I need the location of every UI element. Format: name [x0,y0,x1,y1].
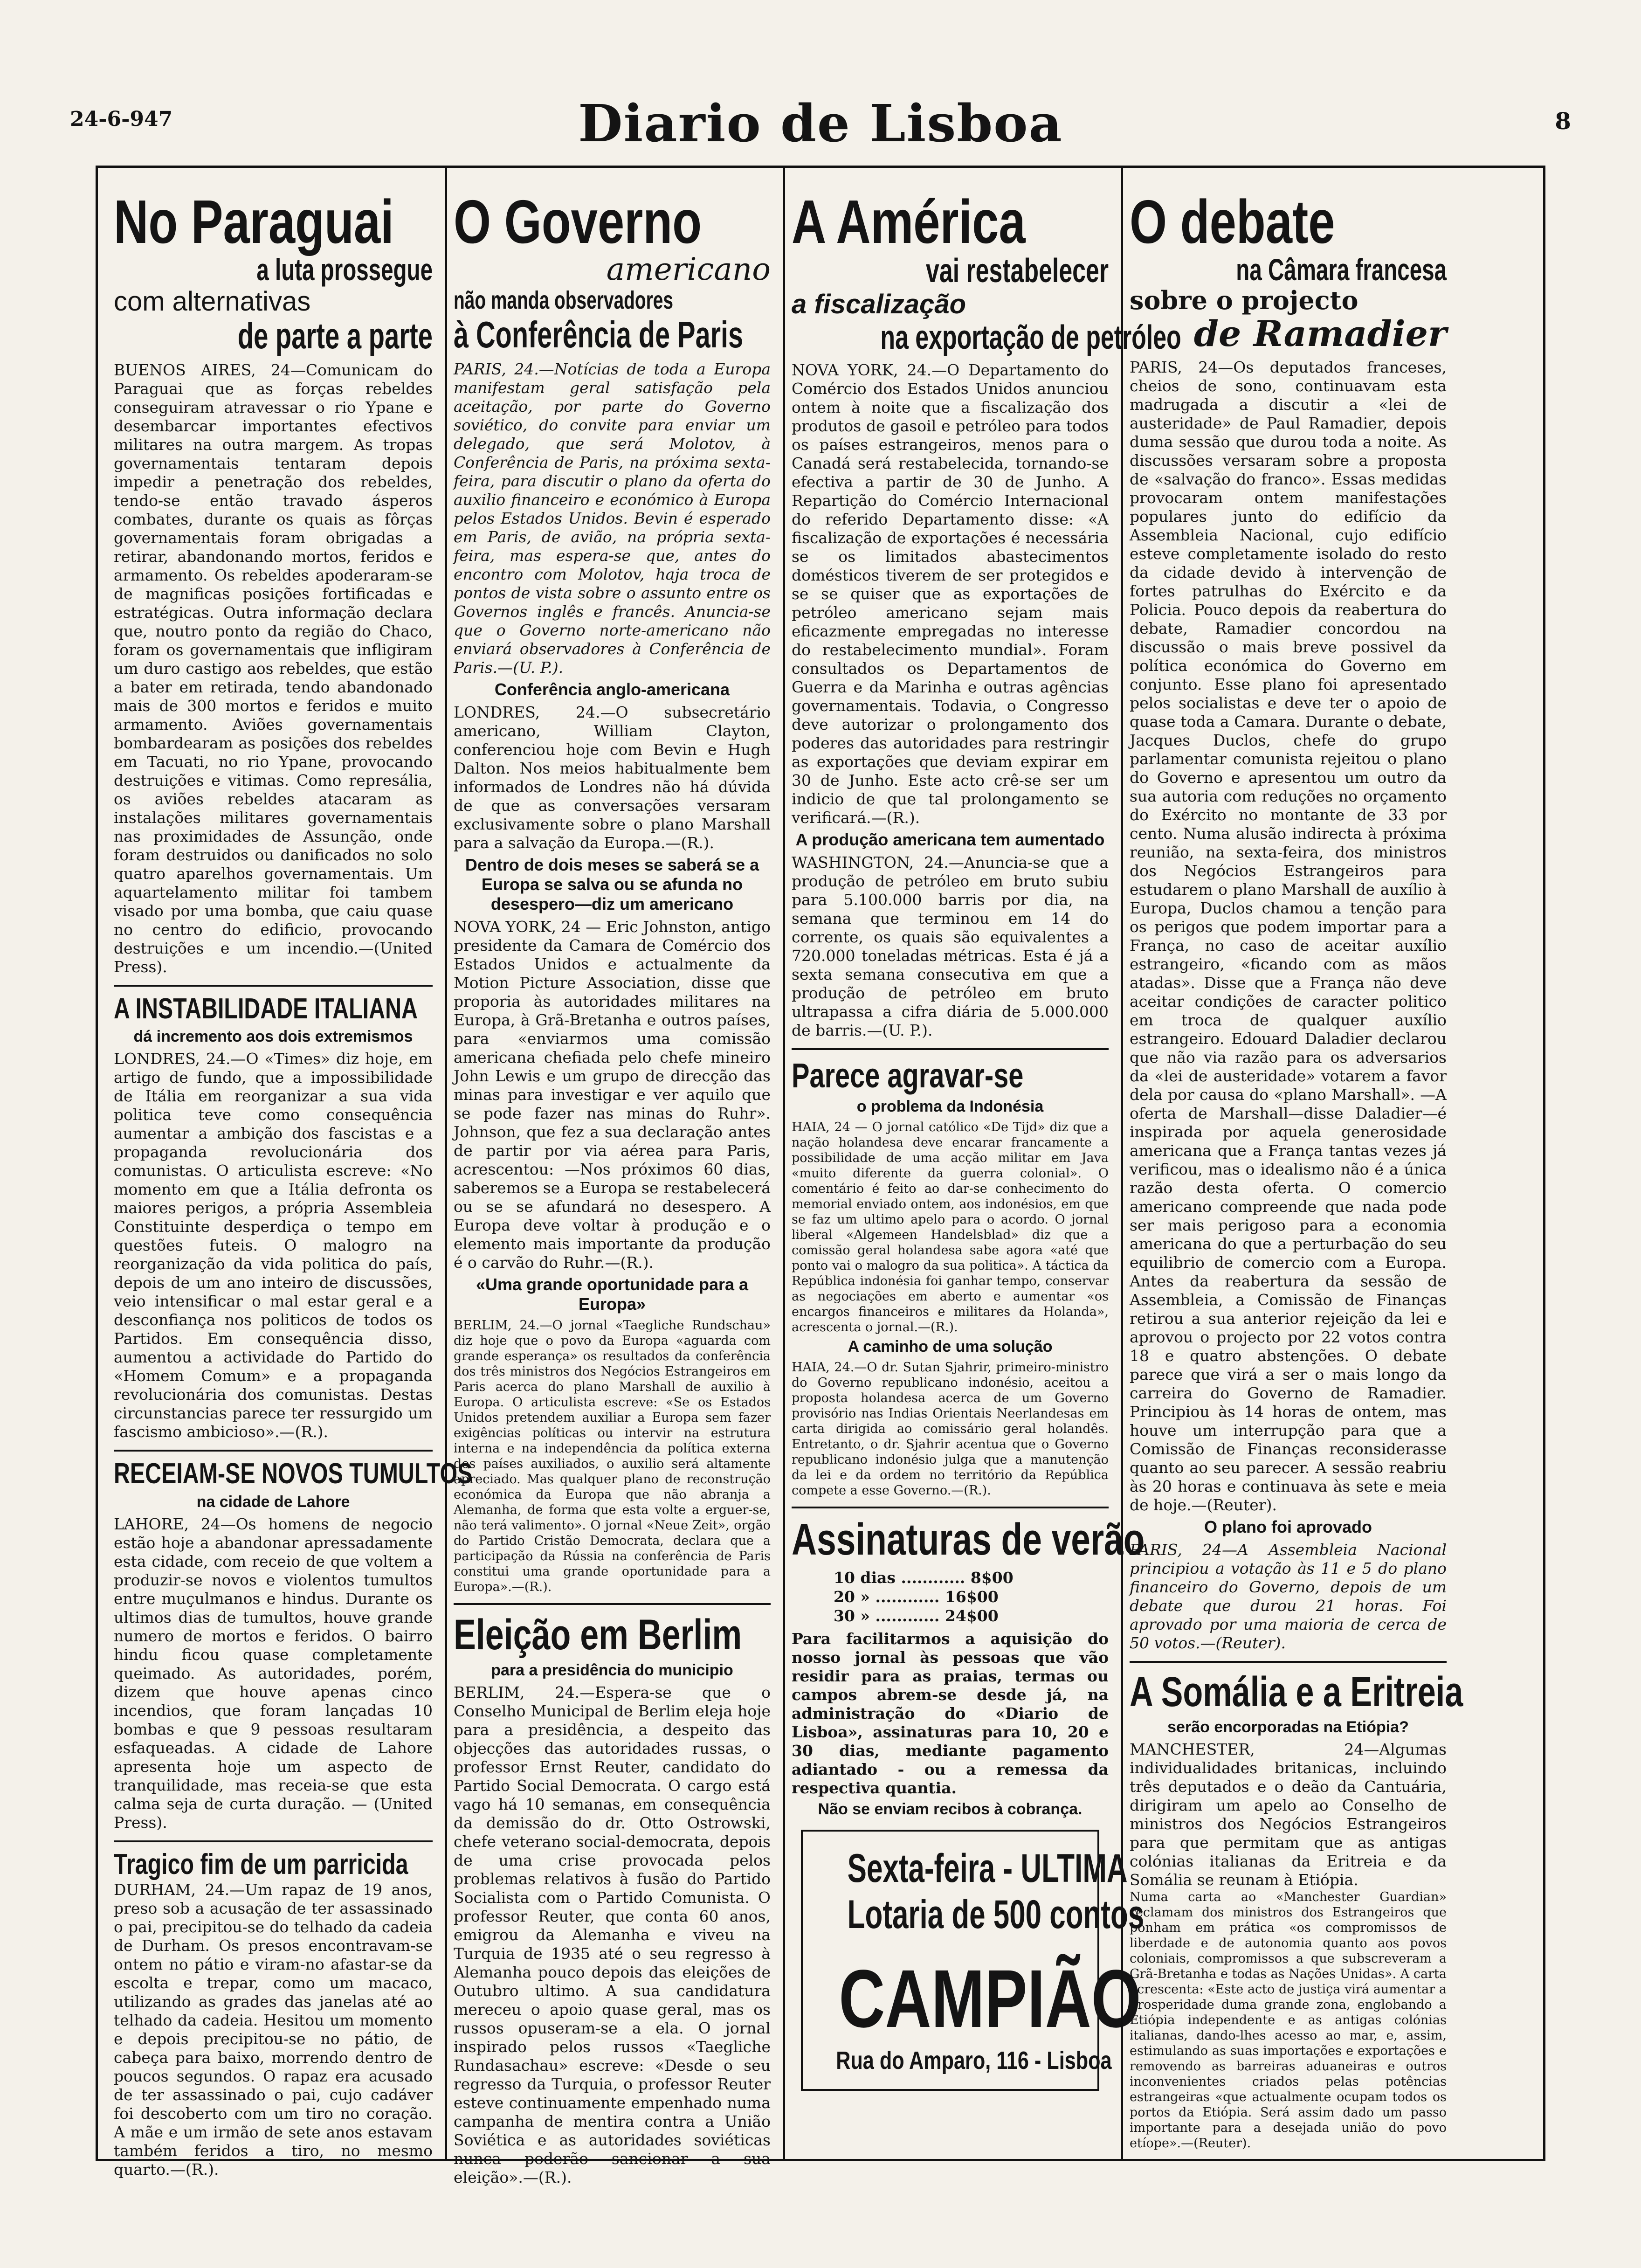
issue-date: 24-6-947 [70,107,173,131]
article-text: PARIS, 24—Os deputados franceses, cheios de sono, continuavam esta madrugada a discutir a «lei de austeridade» de Paul Ramadier, depois duma sessão que durou toda a noite. As discussões versaram sobre a proposta de «salvação do franco». Essas medidas provocaram ontem manifestações populares junto do edifício da Assembleia Nacional, cujo edifício esteve completamente isolado do resto da cidade devido à intervenção de fortes patrulhas do Exército e da Policia. Pouco depois da reabertura do debate, Ramadier concordou na discussão o mais breve possivel da política económica do Governo em conjunto. Esse plano foi apresentado pelos socialistas e deve ter o apoio de quase toda a Camara. Durante o debate, Jacques Duclos, chefe do grupo parlamentar comunista rejeitou o plano do Governo e apresentou um outro da sua autoria com reduções no orçamento do Exército no montante de 33 por cento. Numa alusão indirecta à próxima reunião, na sexta-feira, dos ministros dos Negócios Estrangeiros para estudarem o plano Marshall de auxílio à Europa, Duclos chamou a tenção para os perigos que podem importar para a França, no caso de aceitar auxílio estrangeiro, «ficando com as mãos atadas». Disse que a França não deve aceitar condições de caracter politico em troca de qualquer auxílio estrangeiro. Edouard Daladier declarou que não via razão para os adversarios da «lei de austeridade» votarem a favor dela por causa do «plano Marshall». —A oferta de Marshall—disse Daladier—é inspirada por aquela generosidade americana que a França tantas vezes já verificou, mas o idealismo não é a única razão desta oferta. O comercio americano compreende que nada pode ser mais perigoso para a economia americana do que a perturbação do seu equilibrio de comercio com a Europa. Antes da reabertura da sessão de Assembleia, a Comissão de Finanças retirou a sua anterior rejeição da lei e aprovou o projecto por 22 votos contra 18 e quatro abstenções. O debate parece que virá a ser o mais longo da carreira do Governo de Ramadier. Principiou às 14 horas de ontem, mas houve um interrupção para que a Comissão de Finanças reconsiderasse quanto ao seu parecer. A sessão reabriu às 20 horas e continuava às sete e meia de hoje.—(Reuter). [1130,358,1447,1514]
subhead: de parte a parte [237,315,433,357]
deck: serão encorporadas na Etiópia? [1167,1718,1409,1736]
headline-america: A América [792,187,1026,256]
subhead: sobre o projecto [1130,285,1358,315]
subhead: a fiscalização [792,289,966,320]
section-heading: A produção americana tem aumentado [795,830,1105,850]
headline-debate: O debate [1130,187,1335,256]
article-text: BERLIM, 24.—Espera-se que o Conselho Municipal de Berlim eleja hoje para a presidência, a despeito das objecções das autoridades russas, o professor Ernst Reuter, candidato do Partido Social Democrata. O cargo está vago há 10 semanas, em consequência da demissão do dr. Otto Ostrowski, chefe veterano social-democrata, depois de uma crise provocada pelos problemas relativos à fusão do Partido Socialista com o Partido Comunista. O professor Reuter, que conta 60 anos, emigrou da Alemanha e viveu na Turquia de 1935 até o seu regresso à Alemanha pouco depois das eleições de Outubro ultimo. A sua candidatura mereceu o apoio quase geral, mas os russos opuseram-se a ela. O jornal inspirado pelos russos «Taegliche Rundasachau» escreve: «Desde o seu regresso da Turquia, o professor Reuter esteve continuamente empenhado numa campanha de mentira contra a União Soviética e as autoridades soviéticas nunca poderão sancionar a sua eleição».—(R.). [454,1683,771,2187]
subhead: na Câmara francesa [1236,252,1447,287]
ad-line: Sexta-feira - ULTIMA [847,1846,1128,1891]
subhead: na exportação de petróleo [880,318,1181,356]
lottery-ad [801,1830,1145,2091]
headline-governo: O Governo [454,187,702,256]
column-4 [1121,168,1463,2159]
article-text: HAIA, 24.—O dr. Sutan Sjahrir, primeiro-ministro do Governo republicano indonésio, aceitou a proposta holandesa acerca de um Governo provisório nas Indias Orientais Neerlandesas em carta dirigida ao comissário geral holandês. Entretanto, o dr. Sjahrir acentua que o Governo republicano indonésio julga que a manutenção da lei e da ordem no território da República compete a esse Governo.—(R.). [792,1360,1109,1498]
headline-indonesia: Parece agravar-se [792,1056,1024,1095]
article-text: NOVA YORK, 24 — Eric Johnston, antigo presidente da Camara de Comércio dos Estados Unidos e actualmente da Motion Picture Association, disse que proporia às autoridades militares na Europa, à Grã-Bretanha e outros países, para «enviarmos uma comissão americana chefiada pelo chefe mineiro John Lewis e um grupo de direcção das minas para investigar e ver aquilo que se pode fazer nas minas do Ruhr». Johnson, que fez a sua declaração antes de partir por via aérea para Paris, acrescentou: —Nos próximos 60 dias, saberemos se a Europa se restabelecerá ou se se afundará no desespero. A Europa deve voltar à produção e o elemento mais importante da produção é o carvão do Ruhr.—(R.). [454,917,771,1272]
section-heading: «Uma grande oportunidade para a Europa» [476,1274,749,1314]
divider [114,1840,433,1842]
ad-line: Lotaria de 500 contos [847,1892,1145,1937]
deck: o problema da Indonésia [856,1097,1044,1115]
headline-parricida: Tragico fim de um parricida [114,1848,408,1881]
divider [792,1048,1109,1050]
headline-assinaturas: Assinaturas de verão [792,1514,1145,1564]
divider [114,985,433,987]
deck: na cidade de Lahore [196,1493,350,1511]
divider [114,1450,433,1452]
divider [454,1603,771,1605]
divider [1130,1661,1447,1663]
rate-row: 20 » ............ 16$00 [834,1588,999,1606]
article-text: PARIS, 24.—Notícias de toda a Europa manifestam geral satisfação pela aceitação, por parte do Governo soviético, do convite para enviar um delegado, que será Molotov, à Conferência de Paris, na próxima sexta-feira, para discutir o plano da oferta do auxilio financeiro e económico à Europa pelos Estados Unidos. Bevin é esperado em Paris, de avião, na própria sexta-feira, mas espera-se que, antes do encontro com Molotov, haja troca de pontos de vista sobre o assunto entre os Governos inglês e francês. Anuncia-se que o Governo norte-americano não enviará observadores à Conferência de Paris.—(U. P.). [454,360,771,677]
ad-address: Rua do Amparo, 116 - Lisboa [836,2047,1112,2075]
subhead: a luta prossegue [256,252,433,287]
deck: para a presidência do municipio [491,1661,733,1680]
headline-berlim: Eleição em Berlim [454,1611,742,1659]
column-1 [107,168,473,2178]
headline-italia: A INSTABILIDADE ITALIANA [114,993,418,1025]
page-number: 8 [1555,107,1571,135]
masthead [70,56,1571,163]
article-text: Para facilitarmos a aquisição do nosso jornal às pessoas que vão residir para as praias, termas ou campos abrem-se desde já, na administração do «Diario de Lisboa», assinaturas para 10, 20 e 30 dias, mediante pagamento adiantado - ou a remessa da respectiva quantia. [792,1630,1109,1798]
rate-row: 30 » ............ 24$00 [834,1607,999,1625]
headline-somalia: A Somália e a Eritreia [1130,1668,1463,1715]
article-text: LONDRES, 24.—O «Times» diz hoje, em artigo de fundo, que a impossibilidade de Itália em reorganizar a sua vida politica teve como consequência aumentar a ambição dos fascistas e a propaganda revolucionária dos comunistas. O articulista escreve: «No momento em que a Itália defronta os maiores perigos, a própria Assembleia Constituinte desperdiça o tempo em questões futeis. O malogro na reorganização da vida politica do país, depois de um ano inteiro de discussões, veio intensificar o mal estar geral e a desconfiança nos politicos de todos os Partidos. Em consequência disso, aumentou a actividade do Partido do «Homem Comum» e a propaganda revolucionária dos comunistas. Destas circunstancias parece ter ressurgido um fascismo ambicioso».—(R.). [114,1050,433,1441]
article-text: WASHINGTON, 24.—Anuncia-se que a produção de petróleo em bruto subiu para 5.100.000 barris por dia, na semana que terminou em 14 do corrente, os quais são equivalentes a 720.000 toneladas métricas. Esta é já a sexta semana consecutiva em que a produção de petróleo em bruto ultrapassa a cifra diária de 5.000.000 de barris.—(U. P.). [792,853,1109,1040]
article-text: Numa carta ao «Manchester Guardian» reclamam dos ministros dos Estrangeiros que ponham em prática «os compromissos de liberdade e de autonomia quanto aos povos coloniais, compromissos a que subscreveram a Grã-Bretanha e todas as Nações Unidas». A carta acrescenta: «Este acto de justiça virá aumentar a prosperidade duma grande zona, englobando a Etiópia independente e as antigas colónias italianas, dando-lhes acesso ao mar, e, assim, estimulando as suas importações e exportações e removendo as barreiras aduaneiras e outros inconvenientes criados pelas potências estrangeiras «que actualmente ocupam todos os portos da Etiópia. Será assim dado um passo importante para a desejada união do povo etíope».—(Reuter). [1130,1889,1447,2150]
section-heading: Conferência anglo-americana [494,679,730,699]
note: Não se enviam recibos à cobrança. [818,1800,1083,1819]
headline-paraguai: No Paraguai [114,187,394,256]
article-text: NOVA YORK, 24.—O Departamento do Comércio dos Estados Unidos anunciou ontem à noite que a fiscalização dos produtos de gasoil e petróleo para todos os países estrangeiros, menos para o Canadá será restabelecida, tornando-se efectiva a partir de 30 de Junho. A Repartição do Comércio Internacional do referido Departamento disse: «A fiscalização de exportações é necessária se os limitados abastecimentos domésticos tiverem de ser protegidos e se se quiser que as exportações de petróleo americano sejam mais eficazmente empregadas no interesse do restabelecimento mundial». Foram consultados os Departamentos de Guerra e da Marinha e outras agências governamentais. Todavia, o Congresso deve autorizar o prolongamento dos poderes das autoridades para restringir as exportações que deviam expirar em 30 de Junho. Este acto crê-se ser um indicio de que tal prolongamento se verificará.—(R.). [792,361,1109,827]
deck: dá incremento aos dois extremismos [133,1028,413,1046]
article-text: DURHAM, 24.—Um rapaz de 19 anos, preso sob a acusação de ter assassinado o pai, precipitou-se do telhado da cadeia de Durham. Os presos encontravam-se ontem no pátio e viram-no afastar-se da escolta e trepar, como um macaco, utilizando as grades das janelas até ao telhado da cadeia. Hesitou um momento e depois precipitou-se no pátio, de cabeça para baixo, morrendo dentro de poucos segundos. O rapaz era acusado de ter assassinado o pai, cujo cadáver foi descoberto com um tiro no coração. A mãe e um irmão de sete anos estavam também feridos a tiro, no mesmo quarto.—(R.). [114,1880,433,2178]
section-heading: Dentro de dois meses se saberá se a Europa se salva ou se afunda no desespero—diz um americano [465,855,759,913]
subhead: vai restabelecer [926,252,1109,290]
subhead: de Ramadier [1193,312,1447,354]
headline-lahore: RECEIAM-SE NOVOS TUMULTOS [114,1458,473,1490]
subhead: não manda observadores [454,286,674,314]
newspaper-title: Diario de Lisboa [578,93,1063,153]
subhead: com alternativas [114,286,311,317]
article-text: PARIS, 24—A Assembleia Nacional principiou a votação às 11 e 5 do plano financeiro do Governo, depois de um debate que durou 21 horas. Foi aprovado por uma maioria de cerca de 50 votos.—(Reuter). [1130,1540,1447,1652]
article-text: BUENOS AIRES, 24—Comunicam do Paraguai que as forças rebeldes conseguiram atravessar o rio Ypane e desembarcar importantes efectivos militares na outra margem. As tropas governamentais tentaram depois impedir a penetração dos rebeldes, tendo-se então travado ásperos combates, durante os quais as fôrças governamentais foram obrigadas a retirar, abandonando mortos, feridos e armamento. Os rebeldes apoderaram-se de magnificas posições fortificadas e estratégicas. Outra informação declara que, noutro ponto da região do Chaco, foram os governamentais que infligiram um duro castigo aos rebeldes, que estão a bater em retirada, tendo abandonado mais de 300 mortos e feridos e muito armamento. Aviões governamentais bombardearam as posições dos rebeldes em Tacuati, no rio Ypane, provocando destruições e vitimas. Como represália, os aviões rebeldes atacaram as instalações militares governamentais nas proximidades de Assunção, onde foram destruidos ou danificados no solo quatro aparelhos governamentais. Um aquartelamento militar foi tambem visado por uma bomba, que caiu quase no centro do edificio, provocando destruições e um incendio.—(United Press). [114,361,433,976]
rate-row: 10 dias ............ 8$00 [834,1569,1014,1587]
column-2 [445,168,777,2187]
divider [792,1507,1109,1508]
article-text: LAHORE, 24—Os homens de negocio estão hoje a abandonar apressadamente esta cidade, com receio de que voltem a produzir-se novos e violentos tumultos entre muçulmanos e hindus. Durante os ultimos dias de tumultos, houve grande numero de mortos e feridos. O bairro hindu ficou quase completamente queimado. As autoridades, porém, dizem que houve apenas cinco incendios, que foram lançadas 10 bombas e que 9 pessoas resultaram esfaqueadas. A cidade de Lahore apresenta hoje um aspecto de tranquilidade, mas receia-se que esta calma seja de curta duração. — (United Press). [114,1514,433,1832]
column-3 [783,168,1181,2159]
article-text: HAIA, 24 — O jornal católico «De Tijd» diz que a nação holandesa deve encarar francamente a possibilidade de uma acção militar em Java «muito diferente da guerra colonial». O comentário é feito ao dar-se conhecimento do memorial enviado ontem, aos indonésios, em que se faz um ultimo apelo para o acordo. O jornal liberal «Algemeen Handelsblad» diz que a comissão geral holandesa sabe agora «até que ponto vai o malogro da sua politica». A táctica da República indonésia foi ganhar tempo, conservar as negociações em aberto e aumentar «os encargos financeiros e militares da Holanda», acrescenta o jornal.—(R.). [792,1120,1109,1335]
subhead: americano [606,251,771,287]
page-frame [96,166,1545,2187]
subhead: à Conferência de Paris [454,313,744,355]
rates-table [834,1569,1109,1625]
article-text: BERLIM, 24.—O jornal «Taegliche Rundschau» diz hoje que o povo da Europa «aguarda com grande esperança» os resultados da conferência dos três ministros dos Negócios Estrangeiros em Paris acerca do plano Marshall de auxilio à Europa. O articulista escreve: «Se os Estados Unidos pretendem auxiliar a Europa sem fazer exigências políticas ou intervir na estrutura interna e na independência da política externa dos países auxiliados, o auxilio será altamente apreciado. Mas qualquer plano de reconstrução económica da Europa que não abranja a Alemanha, de forma que esta volte a erguer-se, não terá valimento». O jornal «Neue Zeit», orgão do Partido Cristão Democrata, declara que a participação da Rússia na conferência de Paris constitui uma grande oportunidade para a Europa».—(R.). [454,1318,771,1594]
section-heading: A caminho de uma solução [848,1337,1053,1355]
section-heading: O plano foi aprovado [1204,1517,1372,1536]
article-text: MANCHESTER, 24—Algumas individualidades britanicas, incluindo três deputados e o deão da Cantuária, dirigiram um apelo ao Conselho de ministros dos Negócios Estrangeiros para que permitam que as antigas colónias italianas da Eritreia e da Somália se reunam à Etiópia. [1130,1740,1447,1889]
ad-brand: CAMPIÃO [839,1953,1141,2045]
article-text: LONDRES, 24.—O subsecretário americano, William Clayton, conferenciou hoje com Bevin e Hugh Dalton. Nos meios habitualmente bem informados de Londres não há dúvida de que as conversações versaram exclusivamente sobre o plano Marshall para a salvação da Europa.—(R.). [454,703,771,852]
